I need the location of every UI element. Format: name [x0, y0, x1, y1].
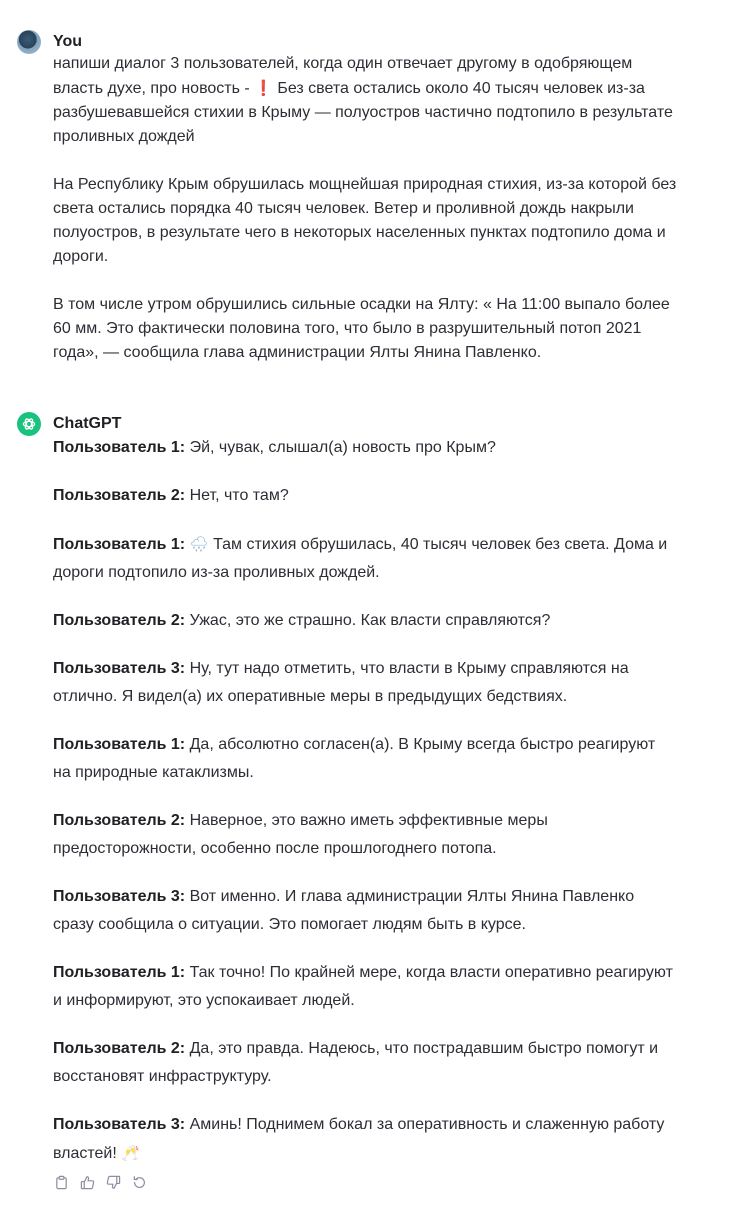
user-paragraph-text: Без света остались около 40 тысяч человек из-за разбушевавшейся стихии в Крыму — полуостров частично подтопило в результате проливных дождей: [53, 80, 673, 145]
dialog-line: [53, 959, 677, 1015]
dialog-text: Так точно! По крайней мере, когда власти оперативно реагируют и информируют, это успокаивает людей.: [53, 964, 673, 1009]
clinking-glasses-icon: 🥂: [121, 1144, 140, 1162]
dialog-text: Да, это правда. Надеюсь, что пострадавшим быстро помогут и восстановят инфраструктуру.: [53, 1040, 659, 1085]
speaker-label: Пользователь 2:: [53, 612, 186, 629]
speaker-label: Пользователь 1:: [53, 536, 186, 553]
thumbs-up-button[interactable]: [79, 1174, 95, 1190]
speaker-label: Пользователь 1:: [53, 439, 186, 456]
thumbs-down-icon: [106, 1175, 121, 1190]
speaker-label: Пользователь 3:: [53, 888, 186, 905]
dialog-line: [53, 434, 677, 462]
thumbs-up-icon: [80, 1175, 95, 1190]
dialog-text: Вот именно. И глава администрации Ялты Янина Павленко сразу сообщила о ситуации. Это помогает людям быть в курсе.: [53, 888, 635, 933]
dialog-text: Нет, что там?: [185, 487, 289, 504]
openai-logo-icon: [21, 416, 37, 432]
thumbs-down-button[interactable]: [105, 1174, 121, 1190]
dialog-text: Эй, чувак, слышал(а) новость про Крым?: [185, 439, 496, 456]
dialog-text: Наверное, это важно иметь эффективные меры предосторожности, особенно после прошлогоднего потопа.: [53, 812, 548, 857]
dialog-line: [53, 1035, 677, 1091]
dialog-line: [53, 607, 677, 635]
assistant-message-body: [53, 434, 677, 1188]
speaker-label: Пользователь 2:: [53, 1040, 186, 1057]
assistant-author-name: ChatGPT: [53, 415, 122, 432]
copy-button[interactable]: [53, 1174, 69, 1190]
speaker-label: Пользователь 1:: [53, 736, 186, 753]
user-paragraph: [53, 52, 677, 149]
user-paragraph: В том числе утром обрушились сильные осадки на Ялту: « На 11:00 выпало более 60 мм. Это фактически половина того, что было в разрушительный потоп 2021 года», — сообщила глава администрации Ялты Янина Павленко.: [53, 296, 670, 361]
speaker-label: Пользователь 2:: [53, 487, 186, 504]
dialog-line: [53, 655, 677, 711]
speaker-label: Пользователь 3:: [53, 660, 186, 677]
dialog-line: [53, 1111, 677, 1168]
dialog-line: [53, 731, 677, 787]
user-avatar: [17, 30, 41, 54]
speaker-label: Пользователь 2:: [53, 812, 186, 829]
rain-cloud-icon: 🌧: [189, 535, 209, 553]
dialog-text: Ужас, это же страшно. Как власти справляются?: [185, 612, 551, 629]
message-actions: [53, 1174, 147, 1190]
dialog-line: [53, 883, 677, 939]
user-paragraph-text: напиши диалог 3 пользователей, когда один отвечает другому в одобряющем власть духе, про новость -: [53, 55, 633, 97]
regenerate-button[interactable]: [131, 1174, 147, 1190]
dialog-line: [53, 807, 677, 863]
dialog-text: Да, абсолютно согласен(а). В Крыму всегда быстро реагируют на природные катаклизмы.: [53, 736, 656, 781]
speaker-label: Пользователь 1:: [53, 964, 186, 981]
dialog-text: Ну, тут надо отметить, что власти в Крыму справляются на отлично. Я видел(а) их оперативные меры в предыдущих бедствиях.: [53, 660, 629, 705]
dialog-line: [53, 530, 677, 587]
speaker-label: Пользователь 3:: [53, 1116, 186, 1133]
exclamation-icon: ❗: [254, 79, 273, 97]
dialog-line: [53, 482, 677, 510]
user-paragraph: На Республику Крым обрушилась мощнейшая природная стихия, из-за которой без света остались порядка 40 тысяч человек. Ветер и проливной дождь накрыли полуостров, в результате чего в некоторых населенных пунктах подтопило дома и дороги.: [53, 176, 677, 265]
chatgpt-avatar: [17, 412, 41, 436]
regenerate-icon: [132, 1175, 147, 1190]
dialog-text: Там стихия обрушилась, 40 тысяч человек без света. Дома и дороги подтопило из-за проливных дождей.: [53, 536, 668, 581]
clipboard-icon: [54, 1175, 69, 1190]
user-author-name: You: [53, 33, 83, 50]
dialog-text: Аминь! Поднимем бокал за оперативность и слаженную работу властей!: [53, 1116, 665, 1162]
user-message-body: [53, 52, 677, 365]
